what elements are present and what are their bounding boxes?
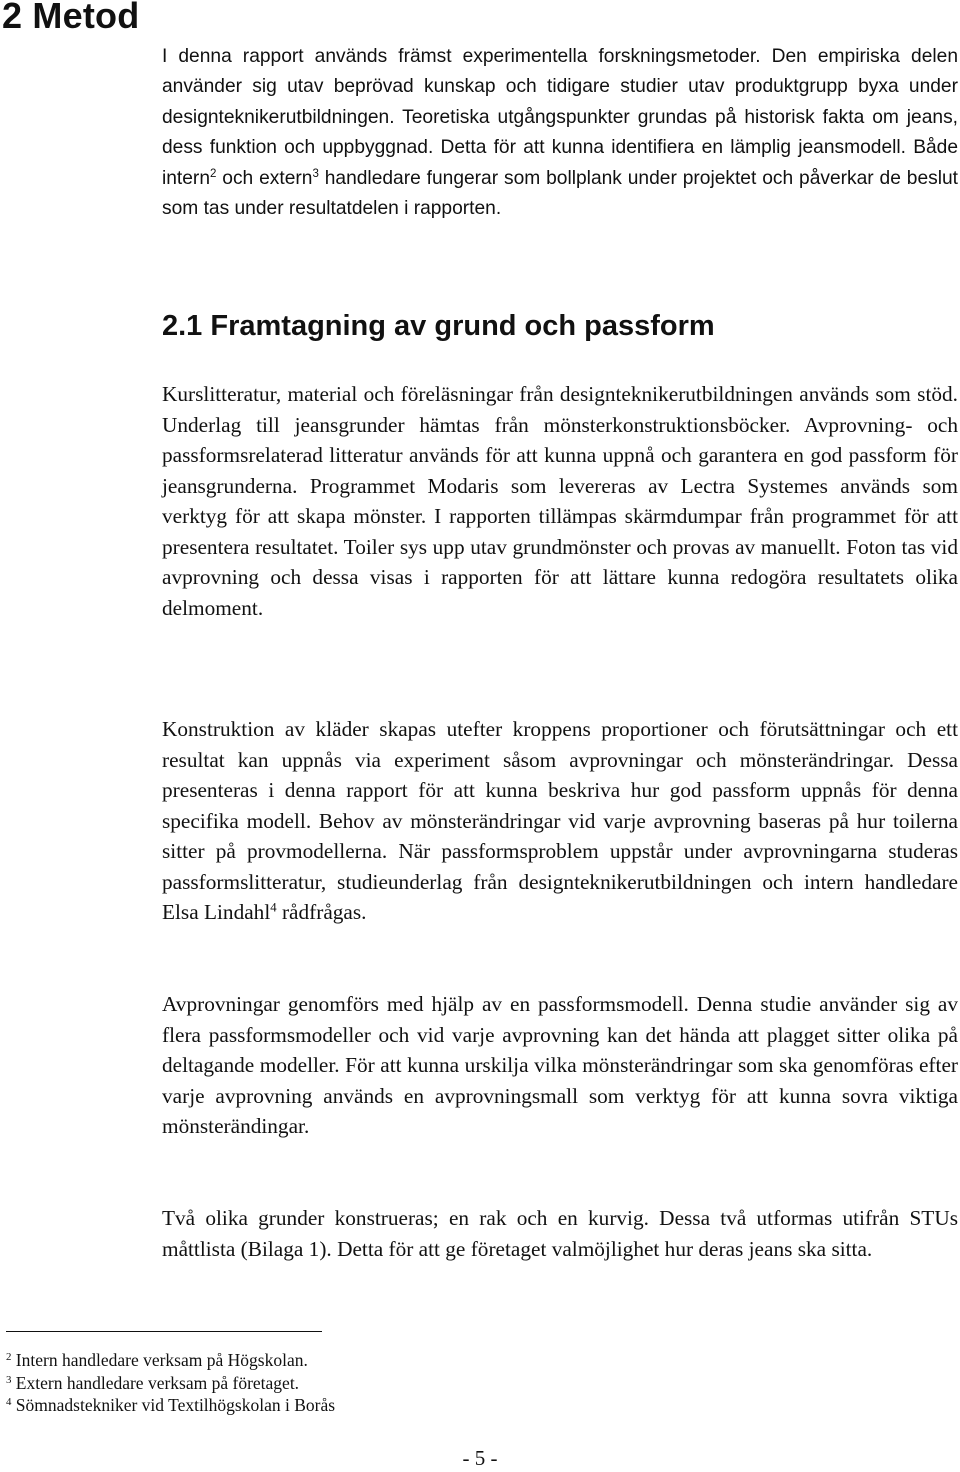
paragraph-grunder: Två olika grunder konstrueras; en rak och en kurvig. Dessa två utformas utifrån STUs måttlista (Bilaga 1). Detta för att ge företaget valmöjlighet hur deras jeans ska sitta. [162,1206,958,1261]
section-heading: 2.1 Framtagning av grund och passform [162,310,715,342]
footnotes [6,1349,335,1417]
footnote-2 [6,1349,335,1372]
paragraph-avprovningar: Avprovningar genomförs med hjälp av en passformsmodell. Denna studie använder sig av flera passformsmodeller och vid varje avprovning kan det hända att plagget sitter olika på deltagande modeller. För att kunna urskilja vilka mönsterändringar som ska genomföras efter varje avprovning används en avprovningsmall som verktyg för att kunna sovra viktiga mönsterändingar. [162,992,958,1138]
intro-paragraph [162,42,958,224]
footnote-ref-2[interactable]: 2 [210,167,217,180]
footnote-text: Intern handledare verksam på Högskolan. [11,1350,308,1370]
intro-text-2: och extern [216,167,313,189]
footnote-number: 2 [6,1351,12,1364]
footnote-number: 3 [6,1373,12,1386]
footnote-text: Extern handledare verksam på företaget. [11,1372,300,1393]
intro-text-3: handledare fungerar som bollplank under projektet och påverkar de beslut som tas under resultatdelen i rapporten. [162,167,958,220]
footnote-number: 4 [6,1396,12,1409]
paragraph-kurslitteratur: Kurslitteratur, material och föreläsningar från designteknikerutbildningen används som stöd. Underlag till jeansgrunder hämtas från mönsterkonstruktionsböcker. Avprovning- och passformsrelaterad litteratur används för att kunna uppnå och garantera en god passform för jeansgrunderna. Programmet Modaris som levereras av Lectra Systemes används som verktyg för att skapa mönster. I rapporten tillämpas skärmdumpar från programmet för att presentera resultatet. Toiler sys upp utav grundmönster och provas av manuellt. Foton tas vid avprovning och dessa visas i rapporten för att lättare kunna redogöra resultatets olika delmoment. [162,382,958,620]
footnote-text: Sömnadstekniker vid Textilhögskolan i Borås [11,1395,336,1415]
paragraph-konstruktion-text: Konstruktion av kläder skapas utefter kroppens proportioner och förutsättningar och ett resultat kan uppnås via experiment såsom avprovningar och mönsterändringar. Dessa presenteras i denna rapport för att kunna beskriva hur god passform uppnås för denna specifika modell. Behov av mönsterändringar vid varje avprovning baseras på hur toilerna sitter på provmodellerna. När passformsproblem uppstår under avprovningarna studeras passformslitteratur, studieunderlag från designteknikerutbildningen och intern handledare Elsa Lindahl [162,717,958,924]
paragraph-konstruktion [162,714,958,928]
footnote-3 [6,1372,335,1395]
footnote-ref-3[interactable]: 3 [312,167,319,180]
paragraph-konstruktion-end: rådfrågas. [276,900,367,924]
page-number: - 5 - [462,1446,498,1470]
footnote-ref-4[interactable]: 4 [270,900,277,915]
footnote-4 [6,1394,335,1417]
chapter-heading: 2 Metod [2,0,140,36]
intro-text-1: I denna rapport används främst experimentella forskningsmetoder. Den empiriska delen använder sig utav beprövad kunskap och tidigare studier utav produktgrupp byxa under designteknikerutbildningen. Teoretiska utgångspunkter grundas på historisk fakta om jeans, dess funktion och uppbyggnad. Detta för att kunna identifiera en lämplig jeansmodell. Både intern [162,46,958,189]
footnote-separator [6,1331,322,1332]
